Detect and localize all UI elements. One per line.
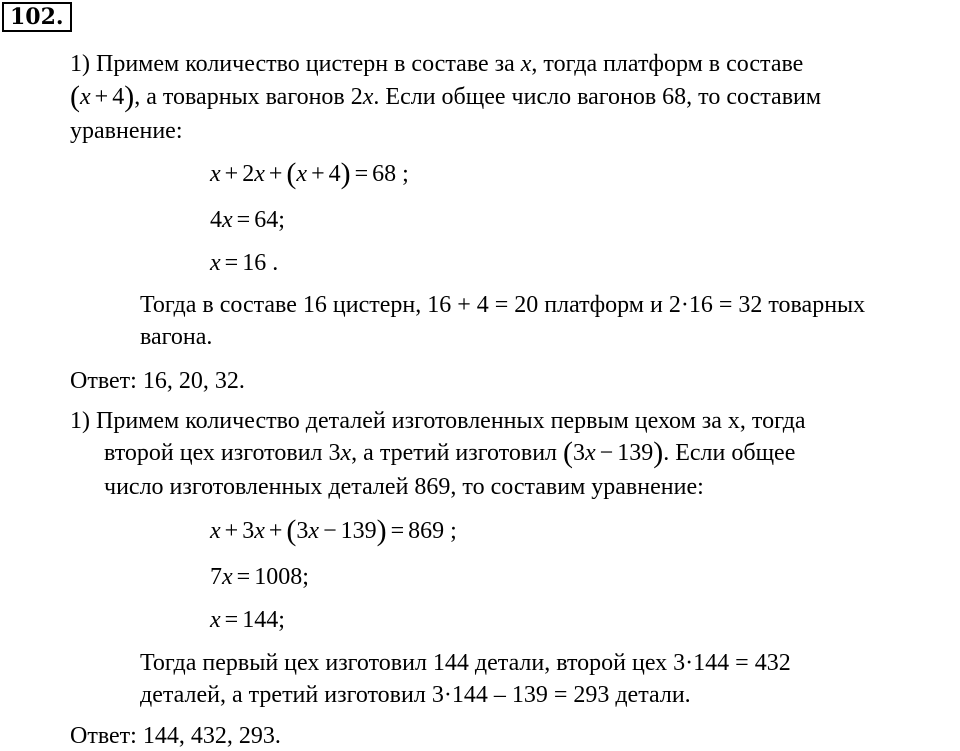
- part2-equation-1: x + 3x + (3x − 139) = 869 ;: [210, 514, 457, 547]
- problem-number: 102.: [2, 2, 72, 32]
- part1-equation-2: 4x = 64;: [210, 207, 285, 233]
- part1-equation-1: x + 2x + (x + 4) = 68 ;: [210, 157, 409, 190]
- part2-answer: Ответ: 144, 432, 293.: [70, 723, 281, 749]
- part2-equation-3: x = 144;: [210, 607, 285, 633]
- part2-line3: число изготовленных деталей 869, то составим уравнение:: [104, 474, 704, 500]
- part2-line1: 1) Примем количество деталей изготовленных первым цехом за х, тогда: [70, 408, 806, 434]
- part2-conclusion-line2: деталей, а третий изготовил 3·144 – 139 = 293 детали.: [140, 682, 691, 708]
- part2-conclusion-line1: Тогда первый цех изготовил 144 детали, второй цех 3·144 = 432: [140, 650, 791, 676]
- part1-line1: 1) Примем количество цистерн в составе за x, тогда платформ в составе: [70, 51, 804, 77]
- part1-conclusion-line1: Тогда в составе 16 цистерн, 16 + 4 = 20 платформ и 2·16 = 32 товарных: [140, 292, 866, 318]
- part1-conclusion-line2: вагона.: [140, 324, 213, 350]
- part1-answer: Ответ: 16, 20, 32.: [70, 368, 245, 394]
- part1-equation-3: x = 16 .: [210, 250, 279, 276]
- part2-line2: второй цех изготовил 3x, а третий изготовил (3x − 139). Если общее: [104, 436, 796, 469]
- part1-line3: уравнение:: [70, 118, 183, 144]
- part1-line2: (x + 4), а товарных вагонов 2x. Если общее число вагонов 68, то составим: [70, 80, 822, 113]
- part2-equation-2: 7x = 1008;: [210, 564, 309, 590]
